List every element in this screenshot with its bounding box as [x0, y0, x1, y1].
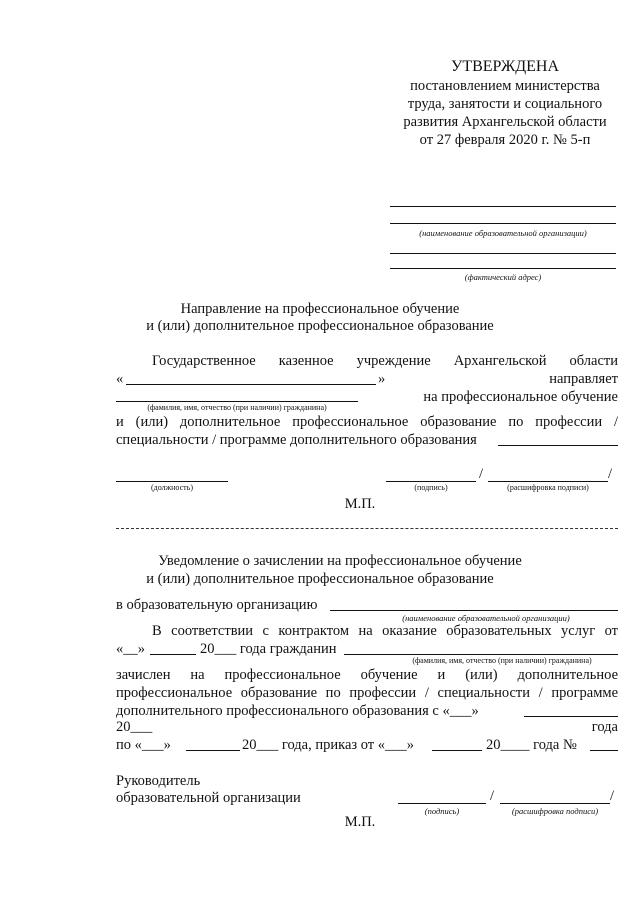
citizen-name-field[interactable] [116, 401, 358, 402]
notice-org-field[interactable] [330, 610, 618, 611]
signature-decode-field[interactable] [488, 481, 608, 482]
head-signature-field[interactable] [398, 803, 486, 804]
contract-month-field[interactable] [150, 654, 196, 655]
order-month-field[interactable] [432, 750, 482, 751]
contract-day: «__» [116, 641, 145, 657]
org-name-line-2[interactable] [390, 223, 616, 224]
quote-close: » [378, 371, 386, 387]
decode-caption: (расшифровка подписи) [507, 483, 589, 492]
start-month-field[interactable] [524, 716, 618, 717]
org-name-caption: (наименование образовательной организации) [419, 228, 587, 238]
to-org-text: в образовательную организацию [116, 597, 318, 613]
citizen-fio-caption: (фамилия, имя, отчество (при наличии) гражданина) [147, 403, 327, 412]
approval-line-2: труда, занятости и социального [407, 96, 603, 112]
referral-paragraph-line-3: и (или) дополнительное профессиональное образование по профессии / [116, 414, 618, 430]
signature-slash: / [479, 466, 484, 482]
signature-field[interactable] [386, 481, 476, 482]
notice-citizen-field[interactable] [344, 654, 618, 655]
org-name-line-1[interactable] [390, 206, 616, 207]
head-signature-caption: (подпись) [424, 806, 460, 816]
head-decode-field[interactable] [500, 803, 610, 804]
notice-paragraph-line-5: дополнительного профессионального образования с «___» [116, 703, 479, 719]
address-line-2[interactable] [390, 268, 616, 269]
start-year-text: 20___ [116, 719, 153, 735]
end-day-text: по «___» [116, 737, 171, 753]
section-separator [116, 528, 618, 529]
year-word: года [591, 719, 618, 735]
quote-open: « [116, 371, 124, 387]
referral-title-line-2: и (или) дополнительное профессиональное образование [146, 318, 494, 334]
address-caption: (фактический адрес) [464, 272, 542, 282]
approval-heading: УТВЕРЖДЕНА [450, 58, 559, 75]
contract-year-text: 20___ года гражданин [200, 641, 337, 657]
institution-name-field[interactable] [126, 384, 376, 385]
notice-title-line-1: Уведомление о зачислении на профессиональное обучение [158, 553, 522, 569]
notice-org-caption: (наименование образовательной организации) [402, 613, 570, 623]
program-field[interactable] [498, 445, 618, 446]
position-field[interactable] [116, 481, 228, 482]
signature-slash-end: / [608, 466, 613, 482]
to-training-text: на профессиональное обучение [423, 389, 618, 405]
referral-paragraph-line-4: специальности / программе дополнительного образования [116, 432, 477, 448]
notice-fio-caption: (фамилия, имя, отчество (при наличии) гражданина) [412, 656, 592, 665]
notice-paragraph-line-3: зачислен на профессиональное обучение и (или) дополнительное [116, 667, 618, 683]
notice-paragraph-line-4: профессиональное образование по профессии / специальности / программе [116, 685, 618, 701]
signature-caption: (подпись) [414, 483, 448, 492]
position-caption: (должность) [151, 483, 193, 492]
referral-title-line-1: Направление на профессиональное обучение [180, 301, 460, 317]
head-title-line-1: Руководитель [116, 773, 201, 789]
referral-paragraph-line-1: Государственное казенное учреждение Архангельской области [152, 353, 618, 369]
order-number-field[interactable] [590, 750, 618, 751]
approval-line-3: развития Архангельской области [403, 114, 607, 130]
notice-title-line-2: и (или) дополнительное профессиональное образование [146, 571, 494, 587]
head-title-line-2: образовательной организации [116, 790, 301, 806]
head-signature-slash-end: / [610, 788, 615, 804]
notice-stamp-label: М.П. [344, 814, 376, 830]
approval-line-1: постановлением министерства [410, 78, 600, 94]
order-date-text: 20___ года, приказ от «___» [242, 737, 415, 753]
head-decode-caption: (расшифровка подписи) [511, 806, 599, 816]
head-signature-slash: / [490, 788, 495, 804]
approval-line-4: от 27 февраля 2020 г. № 5-п [419, 132, 591, 148]
sends-word: направляет [549, 371, 618, 387]
end-month-field[interactable] [186, 750, 240, 751]
address-line-1[interactable] [390, 253, 616, 254]
notice-paragraph-line-1: В соответствии с контрактом на оказание образовательных услуг от [152, 623, 618, 639]
stamp-label: М.П. [344, 496, 376, 512]
order-number-text: 20____ года № [486, 737, 577, 753]
